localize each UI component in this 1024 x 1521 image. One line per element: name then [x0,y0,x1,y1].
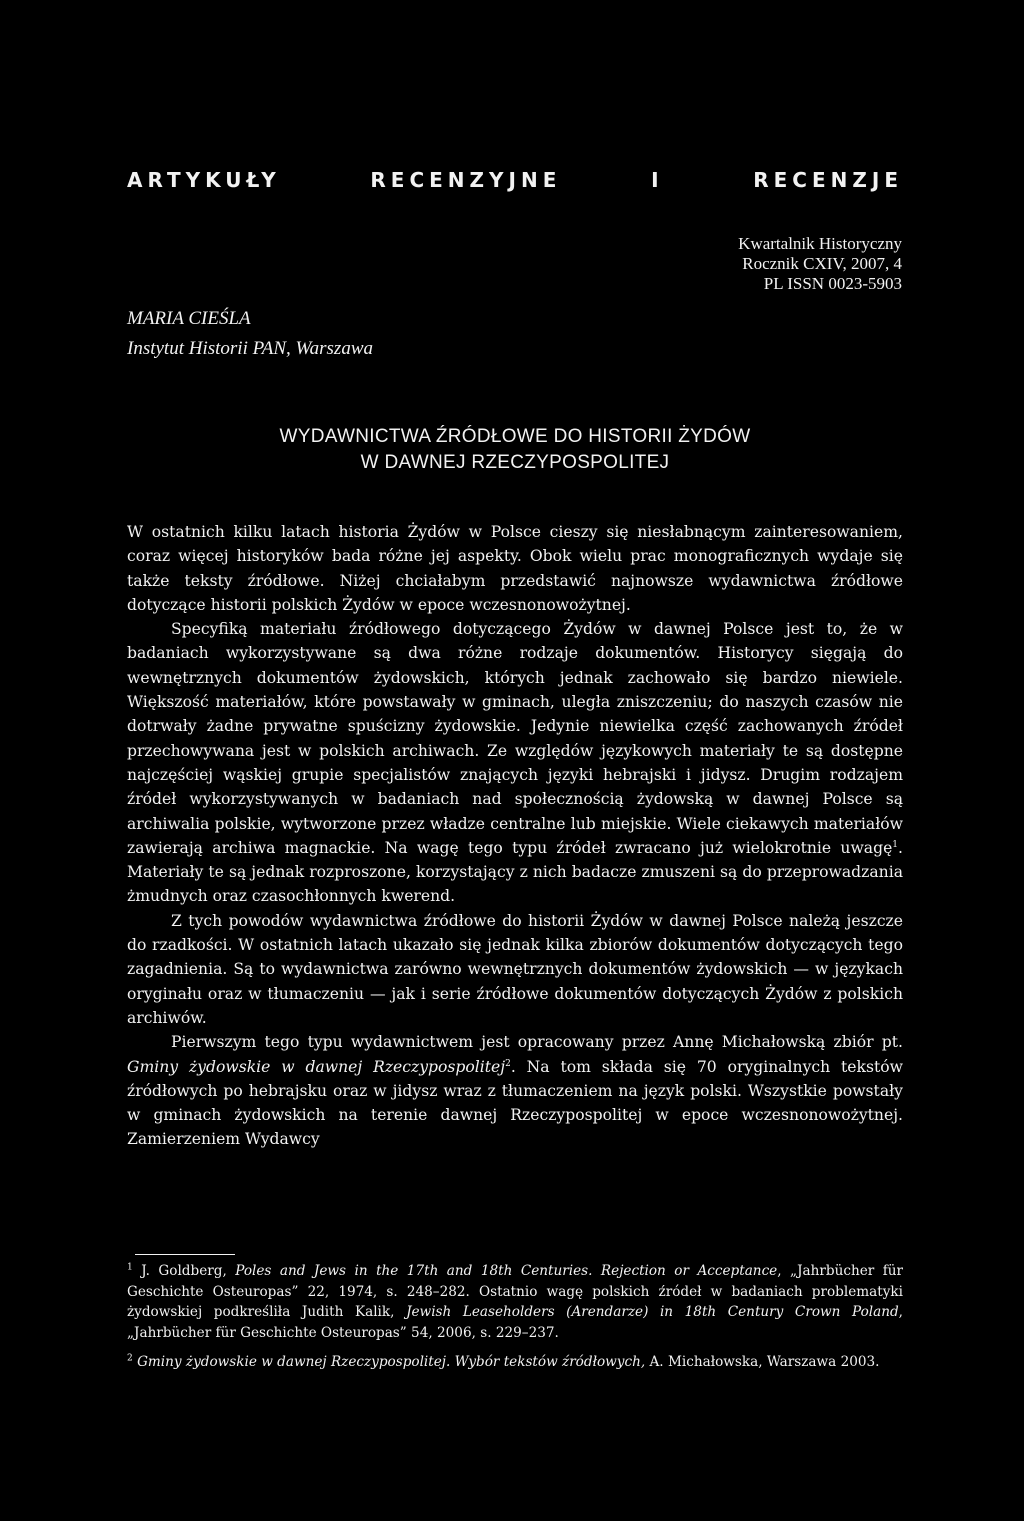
section-heading-word: RECENZJE [753,168,903,192]
body-paragraph [127,1030,903,1151]
author-affiliation: Instytut Historii PAN, Warszawa [127,338,373,359]
section-heading-word: I [651,168,664,192]
journal-volume: Rocznik CXIV, 2007, 4 [742,254,902,273]
section-heading-word: ARTYKUŁY [127,168,281,192]
paragraph-text: . Materiały te są jednak rozproszone, korzystający z nich badacze zmuszeni są do przeprowadzania żmudnych oraz czasochłonnych kwerend. [127,838,903,906]
footnote [127,1261,903,1343]
footnote-ref: 1 [892,839,899,850]
footnote-title: Poles and Jews in the 17th and 18th Centuries. Rejection or Acceptance [235,1263,778,1279]
paragraph-text: Pierwszym tego typu wydawnictwem jest opracowany przez Annę Michałowską zbiór pt. [171,1033,903,1052]
paragraph-text: . Na tom składa się 70 oryginalnych tekstów źródłowych po hebrajsku oraz w jidysz wraz z tłumaczeniem na język polski. Wszystkie powstały w gminach żydowskich na terenie dawnej Rzeczypospolitej w epoce wczesnonowożytnej. Zamierzeniem Wydawcy [127,1057,903,1149]
article-title [127,424,903,476]
article-title-line: WYDAWNICTWA ŹRÓDŁOWE DO HISTORII ŻYDÓW [279,426,751,447]
footnote-number: 1 [127,1262,133,1273]
body-paragraph: Z tych powodów wydawnictwa źródłowe do historii Żydów w dawnej Polsce należą jeszcze do rzadkości. W ostatnich latach ukazało się jednak kilka zbiorów dokumentów dotyczących tego zagadnienia. Są to wydawnictwa zarówno wewnętrznych dokumentów żydowskich — w językach oryginału oraz w tłumaczeniu — jak i serie źródłowe dokumentów dotyczących Żydów z polskich archiwów. [127,911,903,1027]
author-name: MARIA CIEŚLA [127,308,251,329]
footnote [127,1352,903,1373]
footnote-text: , „Jahrbücher für Geschichte Osteuropas” 54, 2006, s. 229–237. [127,1304,903,1341]
footnote-text: , „Jahrbücher für Geschichte Osteuropas” 22, 1974, s. 248–282. Ostatnio wagę polskich źródeł w badaniach problematyki żydowskiej podkreśliła Judith Kalik, [127,1263,904,1321]
body-paragraph: W ostatnich kilku latach historia Żydów w Polsce cieszy się niesłabnącym zainteresowaniem, coraz więcej historyków bada różne jej aspekty. Obok wielu prac monograficznych wydaje się także teksty źródłowe. Niżej chciałabym przedstawić najnowsze wydawnictwa źródłowe dotyczące historii polskich Żydów w epoce wczesnonowożytnej. [127,523,903,614]
footnotes [127,1261,903,1373]
book-title: Gminy żydowskie w dawnej Rzeczypospolitej [127,1057,506,1076]
journal-issn: PL ISSN 0023-5903 [763,274,902,293]
section-heading [127,168,903,192]
article-body [127,520,903,1152]
journal-name: Kwartalnik Historyczny [738,234,902,253]
footnote-ref: 2 [505,1058,511,1069]
footnote-number: 2 [127,1353,133,1364]
author-block [127,304,373,364]
footnote-text: J. Goldberg, [132,1263,236,1279]
footnote-divider [135,1254,235,1255]
paragraph-text: Specyfiką materiału źródłowego dotyczącego Żydów w dawnej Polsce jest to, że w badaniach wykorzystywane są dwa różne rodzaje dokumentów. Historycy sięgają do wewnętrznych dokumentów żydowskich, których jednak zachowało się bardzo niewiele. Większość materiałów, które powstawały w gminach, uległa zniszczeniu; do naszych czasów nie dotrwały żadne prywatne spuścizny żydowskie. Jedynie niewielka część zachowanych źródeł przechowywana jest w polskich archiwach. Ze względów językowych materiały te są dostępne najczęściej wąskiej grupie specjalistów znających języki hebrajski i jidysz. Drugim rodzajem źródeł wykorzystywanych w badaniach nad społecznością żydowską w dawnej Polsce są archiwalia polskie, wytworzone przez władze centralne lub miejskie. Wiele ciekawych materiałów zawierają archiwa magnackie. Na wagę tego typu źródeł zwracano już wielokrotnie uwagę [127,620,903,857]
footnote-title: Jewish Leaseholders (Arendarze) in 18th Century Crown Poland [406,1304,899,1321]
journal-info [738,234,902,294]
footnote-title: Gminy żydowskie w dawnej Rzeczypospolitej. Wybór tekstów źródłowych, [137,1354,646,1371]
body-paragraph [127,617,903,909]
footnote-text: A. Michałowska, Warszawa 2003. [645,1354,880,1371]
article-title-line: W DAWNEJ RZECZYPOSPOLITEJ [360,452,670,473]
section-heading-word: RECENZYJNE [370,168,562,192]
